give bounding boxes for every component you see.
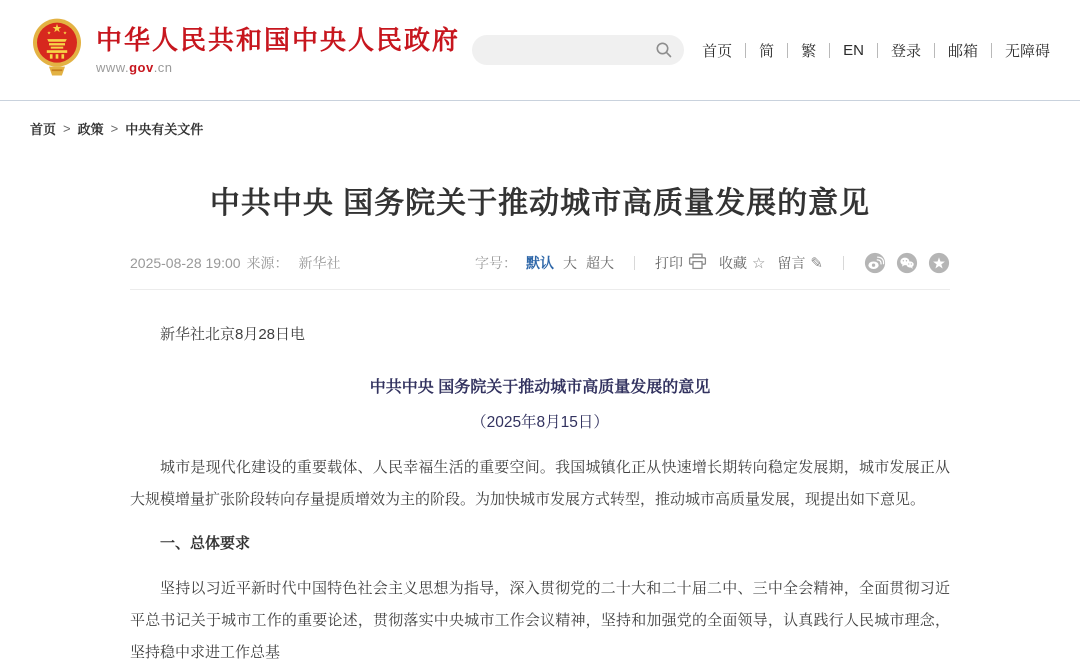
search-icon[interactable]	[654, 40, 674, 60]
share-buttons	[864, 252, 950, 274]
favorite-button[interactable]: 收藏 ☆	[718, 255, 766, 272]
nav-item-accessibility[interactable]: 无障碍	[1004, 42, 1050, 60]
article-meta-right	[475, 252, 950, 274]
share-wechat-icon[interactable]	[896, 252, 918, 274]
article	[130, 178, 950, 669]
search-input[interactable]	[488, 43, 654, 58]
nav-item-traditional-chinese[interactable]: 繁	[801, 42, 817, 60]
document-title: 中共中央 国务院关于推动城市高质量发展的意见	[369, 379, 711, 396]
comment-button[interactable]: 留言 ✎	[777, 255, 823, 272]
share-weibo-icon[interactable]	[864, 252, 886, 274]
document-date: （2025年8月15日）	[471, 414, 609, 431]
meta-divider	[843, 256, 844, 270]
nav-item-english[interactable]: EN	[843, 41, 864, 59]
breadcrumb-separator: >	[110, 121, 119, 136]
site-header	[0, 0, 1080, 101]
star-icon: ☆	[751, 255, 766, 272]
paragraph: 坚持以习近平新时代中国特色社会主义思想为指导，深入贯彻党的二十大和二十届二中、三中全会精神，全面贯彻习近平总书记关于城市工作的重要论述，贯彻落实中央城市工作会议精神，坚持和加强党的全面领导，认真践行人民城市理念，坚持稳中求进工作总基	[130, 580, 950, 661]
top-nav	[702, 40, 1050, 61]
document-body	[130, 319, 950, 669]
pencil-icon: ✎	[810, 255, 823, 272]
fontsize-option-large[interactable]: 大	[562, 255, 577, 271]
search-box[interactable]	[472, 35, 684, 65]
article-meta-left	[130, 253, 341, 273]
fontsize-control	[475, 253, 614, 273]
fontsize-label: 字号：	[474, 255, 517, 271]
breadcrumb-separator: >	[63, 121, 71, 136]
fontsize-option-default[interactable]: 默认	[525, 255, 554, 271]
breadcrumb	[0, 101, 1080, 138]
nav-item-simplified-chinese[interactable]: 简	[759, 42, 775, 60]
publish-datetime: 2025-08-28 19:00	[130, 255, 241, 271]
share-qzone-icon[interactable]	[928, 252, 950, 274]
fontsize-option-xlarge[interactable]: 超大	[585, 255, 614, 271]
paragraph: 城市是现代化建设的重要载体、人民幸福生活的重要空间。我国城镇化正从快速增长期转向稳定发展期，城市发展正从大规模增量扩张阶段转向存量提质增效为主的阶段。为加快城市发展方式转型，推动城市高质量发展，现提出如下意见。	[130, 459, 950, 508]
meta-divider	[634, 256, 635, 270]
print-button[interactable]: 打印	[655, 253, 707, 273]
breadcrumb-home[interactable]: 首页	[30, 122, 57, 137]
breadcrumb-policy[interactable]: 政策	[77, 122, 104, 137]
breadcrumb-central-documents[interactable]: 中央有关文件	[125, 122, 204, 137]
site-logo[interactable]	[30, 16, 460, 85]
section-heading: 一、总体要求	[160, 535, 251, 552]
site-name: 中华人民共和国中央人民政府	[96, 24, 461, 55]
page-title: 中共中央 国务院关于推动城市高质量发展的意见	[209, 187, 871, 220]
dateline: 新华社北京8月28日电	[160, 326, 306, 343]
source-label: 来源：	[246, 255, 289, 271]
printer-icon	[688, 253, 707, 273]
national-emblem-icon	[30, 16, 84, 85]
article-meta-bar	[130, 252, 950, 290]
nav-item-login[interactable]: 登录	[890, 42, 921, 60]
nav-item-home[interactable]: 首页	[702, 42, 733, 60]
nav-item-mailbox[interactable]: 邮箱	[947, 42, 978, 60]
site-url: www.gov.cn	[96, 60, 173, 76]
source-name[interactable]: 新华社	[298, 255, 341, 271]
